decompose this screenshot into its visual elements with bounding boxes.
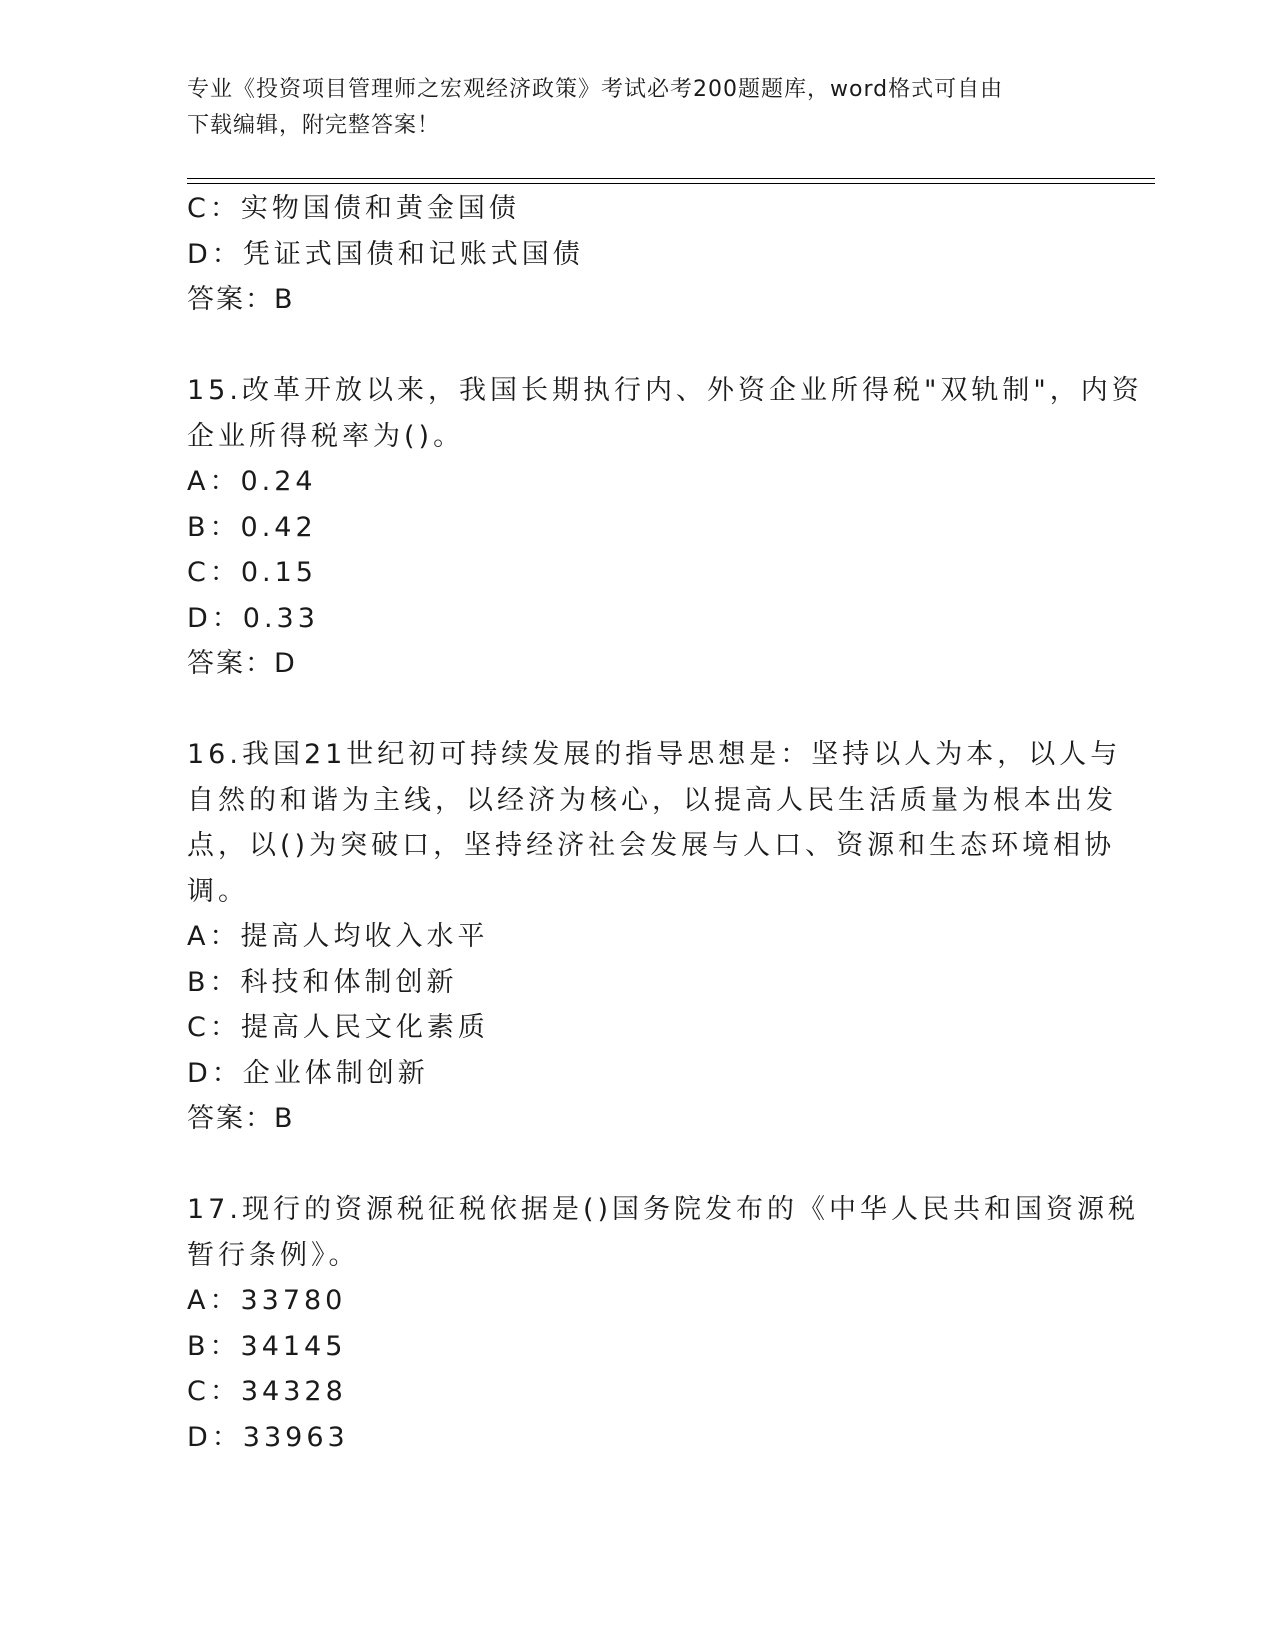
spacer bbox=[187, 687, 1087, 733]
q16-answer: 答案：B bbox=[187, 1103, 295, 1134]
page-header bbox=[187, 72, 1087, 144]
q15-option-a: A：0.24 bbox=[187, 466, 317, 497]
q17-stem-line-2: 暂行条例》。 bbox=[187, 1239, 360, 1271]
spacer bbox=[187, 323, 1087, 369]
q16-option-a: A：提高人均收入水平 bbox=[187, 921, 489, 952]
header-rule-bottom bbox=[187, 183, 1155, 184]
q15-option-b: B：0.42 bbox=[187, 511, 317, 543]
q15-option-c: C：0.15 bbox=[187, 557, 317, 588]
document-body bbox=[187, 186, 1143, 1460]
header-rule-top bbox=[187, 178, 1155, 179]
q15-option-d: D：0.33 bbox=[187, 602, 319, 634]
q16-option-d: D：企业体制创新 bbox=[187, 1057, 429, 1089]
q16-stem-line-1: 16.我国21世纪初可持续发展的指导思想是：坚持以人为本，以人与 bbox=[187, 739, 1122, 770]
header-line-2: 下载编辑，附完整答案！ bbox=[187, 113, 441, 138]
q17-option-c: C：34328 bbox=[187, 1376, 347, 1407]
spacer bbox=[187, 1142, 1087, 1188]
q16-stem-line-3: 点，以()为突破口，坚持经济社会发展与人口、资源和生态环境相协 bbox=[187, 830, 1116, 861]
q16-stem-line-4: 调。 bbox=[187, 875, 249, 907]
q16-stem-line-2: 自然的和谐为主线，以经济为核心，以提高人民生活质量为根本出发 bbox=[187, 784, 1117, 816]
header-line-1: 专业《投资项目管理师之宏观经济政策》考试必考200题题库，word格式可自由 bbox=[187, 77, 1004, 102]
q17-option-d: D：33963 bbox=[187, 1421, 349, 1453]
q15-answer: 答案：D bbox=[187, 648, 297, 679]
q14-answer: 答案：B bbox=[187, 284, 295, 315]
q16-option-b: B：科技和体制创新 bbox=[187, 966, 458, 998]
q16-option-c: C：提高人民文化素质 bbox=[187, 1012, 489, 1043]
q17-option-a: A：33780 bbox=[187, 1285, 347, 1316]
q15-stem-line-2: 企业所得税率为()。 bbox=[187, 420, 465, 452]
q17-stem-line-1: 17.现行的资源税征税依据是()国务院发布的《中华人民共和国资源税 bbox=[187, 1194, 1140, 1225]
q14-option-c: C：实物国债和黄金国债 bbox=[187, 193, 520, 224]
q17-option-b: B：34145 bbox=[187, 1330, 347, 1362]
q14-option-d: D：凭证式国债和记账式国债 bbox=[187, 238, 584, 270]
q15-stem-line-1: 15.改革开放以来，我国长期执行内、外资企业所得税"双轨制"，内资 bbox=[187, 375, 1143, 406]
